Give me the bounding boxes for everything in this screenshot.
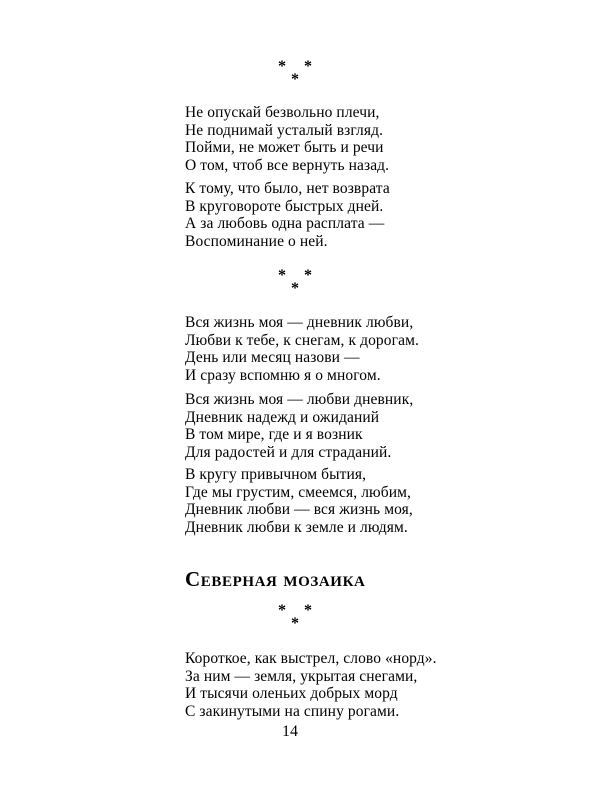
poem-1-stanza-1 [185,104,389,174]
verse-line: За ним — земля, укрытая снегами, [185,667,418,685]
verse-line: И сразу вспомню я о многом. [185,366,381,384]
poem-3-stanza-1 [185,650,437,720]
poem-2-stanza-1 [185,314,419,384]
verse-line: Не поднимай усталый взгляд. [185,121,384,139]
verse-line: О том, чтоб все вернуть назад. [185,156,390,174]
verse-line: Не опускай безвольно плечи, [185,104,380,121]
verse-line: А за любовь одна расплата — [185,215,385,232]
verse-line: Короткое, как выстрел, слово «норд». [185,650,437,667]
asterism-separator [262,268,322,302]
verse-line: Где мы грустим, смеемся, любим, [185,483,411,501]
asterism-separator [262,603,322,637]
asterisk: * [278,58,286,75]
verse-line: Дневник любви к земле и людям. [185,518,408,536]
asterisk: * [304,602,312,619]
asterisk: * [304,267,312,284]
page-number: 14 [282,723,298,740]
asterisk: * [291,615,299,632]
verse-line: В кругу привычном бытия, [185,466,367,483]
verse-line: День или месяц назови — [185,349,360,366]
verse-line: Любви к тебе, к снегам, к дорогам. [185,331,419,349]
verse-line: К тому, что было, нет возврата [185,180,390,197]
verse-line: Дневник любви — вся жизнь моя, [185,501,413,518]
verse-line: Пойми, не может быть и речи [185,139,384,156]
asterism-separator [262,59,322,93]
verse-line: Вся жизнь моя — дневник любви, [185,314,414,331]
verse-line: Дневник надежд и ожиданий [185,408,380,426]
verse-line: В том мире, где и я возник [185,426,363,443]
asterisk: * [304,58,312,75]
verse-line: И тысячи оленьих добрых морд [185,685,398,702]
asterisk: * [291,280,299,297]
verse-line: В круговороте быстрых дней. [185,197,384,215]
poem-1-stanza-2 [185,180,390,250]
poem-2-stanza-2 [185,391,413,461]
asterisk: * [278,267,286,284]
asterisk: * [291,71,299,88]
section-title: Северная мозаика [185,567,366,591]
asterisk: * [278,602,286,619]
verse-line: Для радостей и для страданий. [185,443,392,461]
verse-line: Вся жизнь моя — любви дневник, [185,391,414,408]
poem-2-stanza-3 [185,466,413,536]
verse-line: Воспоминание о ней. [185,232,328,250]
verse-line: С закинутыми на спину рогами. [185,702,400,720]
